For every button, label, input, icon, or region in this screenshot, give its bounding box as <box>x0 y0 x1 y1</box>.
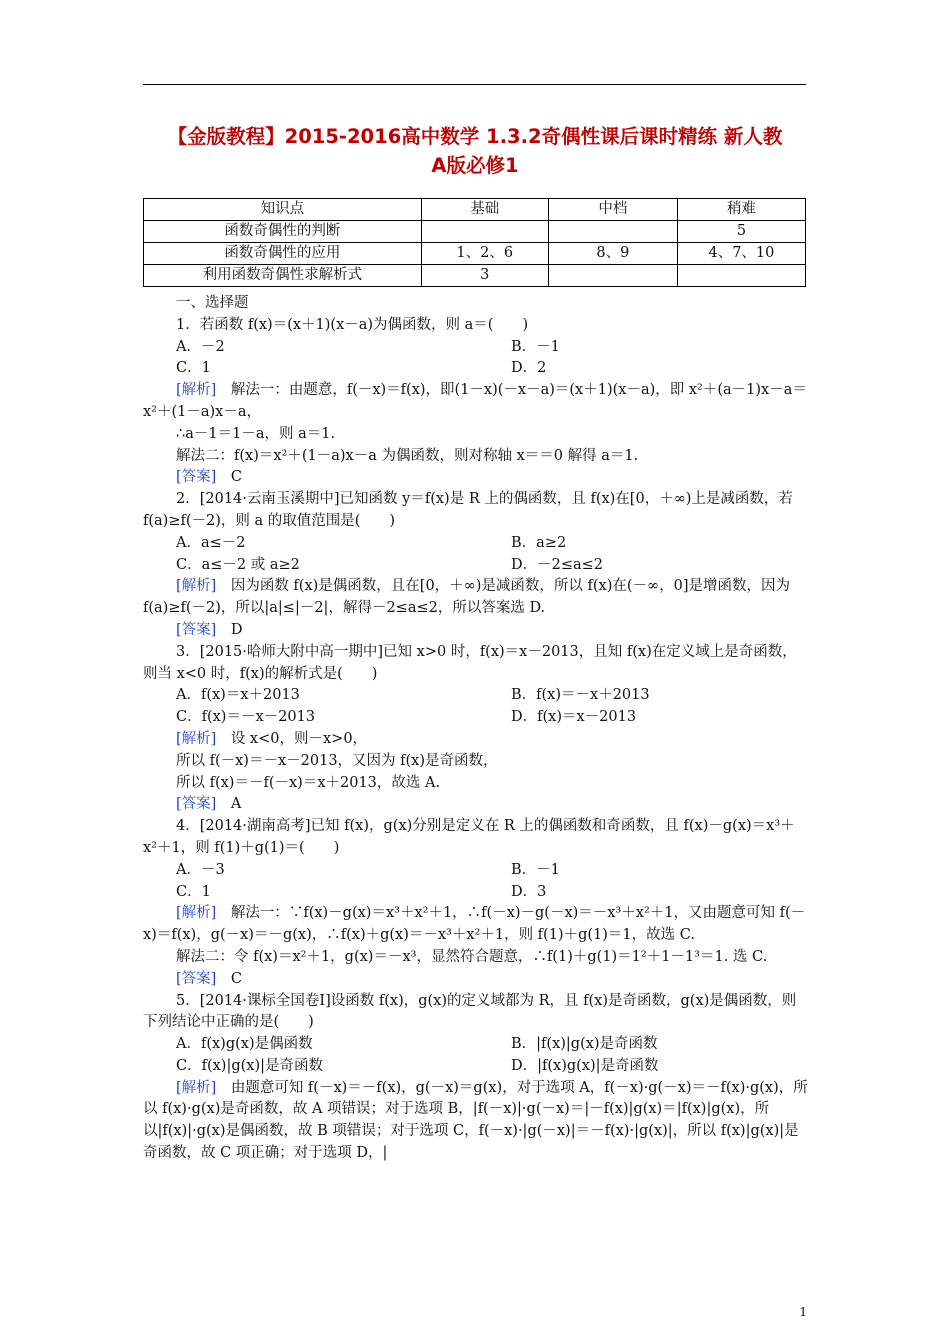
title-line-2: A版必修1 <box>431 154 519 177</box>
option-left: C．1 <box>176 883 211 900</box>
line-text: 解法一：由题意，f(－x)＝f(x)，即(1－x)(－x－a)＝(x＋1)(x－a)，即 x²＋(a－1)x－a＝x²＋(1－a)x－a， <box>143 382 807 420</box>
answer-options <box>143 533 808 555</box>
text-line <box>143 991 808 1035</box>
line-text: 由题意可知 f(－x)＝－f(x)，g(－x)＝g(x)，对于选项 A，f(－x)·g(－x)＝－f(x)·g(x)，所以 f(x)·g(x)是奇函数，故 A 项错误；对于选项 B，|f(－x)|·g(－x)＝|－f(x)|g(x)＝|f(x)|g(x)，所以|f(x)|·g(x)是偶函数，故 B 项错误；对于选项 C，f(－x)·|g(－x)|＝－f(x)·|g(x)|，所以 f(x)|g(x)|是奇函数，故 C 项正确；对于选项 D，| <box>143 1079 808 1162</box>
line-text: C <box>216 469 242 486</box>
line-text: C <box>216 970 242 987</box>
option-right: D．2 <box>511 360 547 377</box>
table-header-row <box>144 199 806 221</box>
line-text: 所以 f(－x)＝－x－2013，又因为 f(x)是奇函数， <box>176 752 498 769</box>
answer-options <box>143 707 808 729</box>
line-text: 1．若函数 f(x)＝(x＋1)(x－a)为偶函数，则 a＝( ) <box>176 316 529 333</box>
option-right: B．f(x)＝－x＋2013 <box>511 687 650 704</box>
section-tag: [解析] <box>176 382 217 399</box>
line-text: 解法二：f(x)＝x²＋(1－a)x－a 为偶函数，则对称轴 x＝＝0 解得 a＝1. <box>176 447 639 464</box>
answer-options <box>143 555 808 577</box>
section-tag: [解析] <box>176 578 217 595</box>
table-header: 稍难 <box>677 199 805 221</box>
line-text: 3．[2015·哈师大附中高一期中]已知 x>0 时，f(x)＝x－2013，且知 f(x)在定义域上是奇函数，则当 x<0 时，f(x)的解析式是( ) <box>143 643 797 682</box>
text-line <box>143 424 808 446</box>
answer-options <box>143 337 808 359</box>
text-line <box>143 969 808 991</box>
option-left: C．f(x)|g(x)|是奇函数 <box>176 1057 323 1074</box>
line-text: A <box>216 796 242 813</box>
section-tag: [解析] <box>176 905 217 922</box>
line-text: 5．[2014·课标全国卷Ⅰ]设函数 f(x)，g(x)的定义域都为 R，且 f(x)是奇函数，g(x)是偶函数，则下列结论中正确的是( ) <box>143 992 797 1031</box>
table-header: 中档 <box>548 199 677 221</box>
text-line <box>143 794 808 816</box>
option-left: C．a≤－2 或 a≥2 <box>176 556 300 573</box>
option-left: C．1 <box>176 360 211 377</box>
table-cell: 利用函数奇偶性求解析式 <box>144 265 422 287</box>
table-header: 基础 <box>421 199 548 221</box>
line-text: 因为函数 f(x)是偶函数，且在[0，＋∞)是减函数，所以 f(x)在(－∞，0]是增函数，因为 f(a)≥f(－2)，所以|a|≤|－2|，解得－2≤a≤2，所以答案选 D. <box>143 578 790 617</box>
text-line <box>143 773 808 795</box>
table-cell: 3 <box>421 265 548 287</box>
text-line <box>143 947 808 969</box>
text-line <box>143 620 808 642</box>
table-cell: 4、7、10 <box>677 243 805 265</box>
table-row <box>144 221 806 243</box>
answer-options <box>143 358 808 380</box>
option-right: B．|f(x)|g(x)是奇函数 <box>511 1036 658 1053</box>
section-tag: [解析] <box>176 1079 217 1096</box>
option-right: D．f(x)＝x－2013 <box>511 709 637 726</box>
text-line <box>143 751 808 773</box>
text-line <box>143 293 808 315</box>
answer-options <box>143 882 808 904</box>
document-title <box>130 122 820 180</box>
text-line <box>143 446 808 468</box>
option-right: D．－2≤a≤2 <box>511 556 604 573</box>
section-tag: [答案] <box>176 469 217 486</box>
answer-options <box>143 1034 808 1056</box>
table-cell: 8、9 <box>548 243 677 265</box>
text-line <box>143 489 808 533</box>
section-tag: [答案] <box>176 970 217 987</box>
line-text: 一、选择题 <box>176 295 249 311</box>
option-left: A．f(x)＝x＋2013 <box>176 687 300 704</box>
table-cell: 函数奇偶性的判断 <box>144 221 422 243</box>
table-cell <box>548 265 677 287</box>
table-cell: 1、2、6 <box>421 243 548 265</box>
line-text: 设 x<0，则－x>0， <box>216 730 368 747</box>
option-right: B．－1 <box>511 861 560 878</box>
line-text: 解法一：∵f(x)－g(x)＝x³＋x²＋1，∴f(－x)－g(－x)＝－x³＋x²＋1，又由题意可知 f(－x)＝f(x)，g(－x)＝－g(x)，∴f(x)＋g(x)＝－x³＋x²＋1，则 f(1)＋g(1)＝1，故选 C. <box>143 905 806 944</box>
table-cell: 5 <box>677 221 805 243</box>
option-right: D．3 <box>511 883 547 900</box>
option-left: A．－3 <box>176 861 225 878</box>
answer-options <box>143 860 808 882</box>
answer-options <box>143 1056 808 1078</box>
table-cell <box>677 265 805 287</box>
option-left: A．－2 <box>176 338 225 355</box>
line-text: 解法二：令 f(x)＝x²＋1，g(x)＝－x³，显然符合题意，∴f(1)＋g(1)＝1²＋1－1³＝1. 选 C. <box>176 948 768 965</box>
answer-options <box>143 685 808 707</box>
line-text: D <box>216 621 243 638</box>
text-line <box>143 467 808 489</box>
section-tag: [解析] <box>176 730 217 747</box>
text-line <box>143 642 808 686</box>
option-left: A．f(x)g(x)是偶函数 <box>176 1036 313 1053</box>
text-line <box>143 816 808 860</box>
page-number: 1 <box>799 1305 807 1319</box>
line-text: 4．[2014·湖南高考]已知 f(x)，g(x)分别是定义在 R 上的偶函数和奇函数，且 f(x)－g(x)＝x³＋x²＋1，则 f(1)＋g(1)＝( ) <box>143 818 795 856</box>
table-cell <box>421 221 548 243</box>
text-line <box>143 729 808 751</box>
text-line <box>143 380 808 424</box>
text-line <box>143 903 808 947</box>
option-left: C．f(x)＝－x－2013 <box>176 709 316 726</box>
text-line <box>143 576 808 620</box>
line-text: 所以 f(x)＝－f(－x)＝x＋2013，故选 A. <box>176 774 441 791</box>
title-line-1: 【金版教程】2015-2016高中数学 1.3.2奇偶性课后课时精练 新人教 <box>167 125 783 148</box>
line-text: 2．[2014·云南玉溪期中]已知函数 y＝f(x)是 R 上的偶函数，且 f(x)在[0，＋∞)上是减函数，若 f(a)≥f(－2)，则 a 的取值范围是( ) <box>143 491 793 529</box>
table-cell: 函数奇偶性的应用 <box>144 243 422 265</box>
table-row <box>144 243 806 265</box>
option-left: A．a≤－2 <box>176 534 246 551</box>
option-right: D．|f(x)g(x)|是奇函数 <box>511 1057 659 1074</box>
text-line <box>143 1078 808 1165</box>
section-tag: [答案] <box>176 621 217 638</box>
option-right: B．a≥2 <box>511 534 567 551</box>
text-line <box>143 315 808 337</box>
section-tag: [答案] <box>176 796 217 813</box>
table-header: 知识点 <box>144 199 422 221</box>
line-text: ∴a－1＝1－a，则 a＝1. <box>176 425 336 442</box>
knowledge-table <box>143 198 806 287</box>
table-row <box>144 265 806 287</box>
option-right: B．－1 <box>511 338 560 355</box>
table-cell <box>548 221 677 243</box>
top-rule <box>143 84 806 85</box>
exercise-content <box>143 293 808 1165</box>
